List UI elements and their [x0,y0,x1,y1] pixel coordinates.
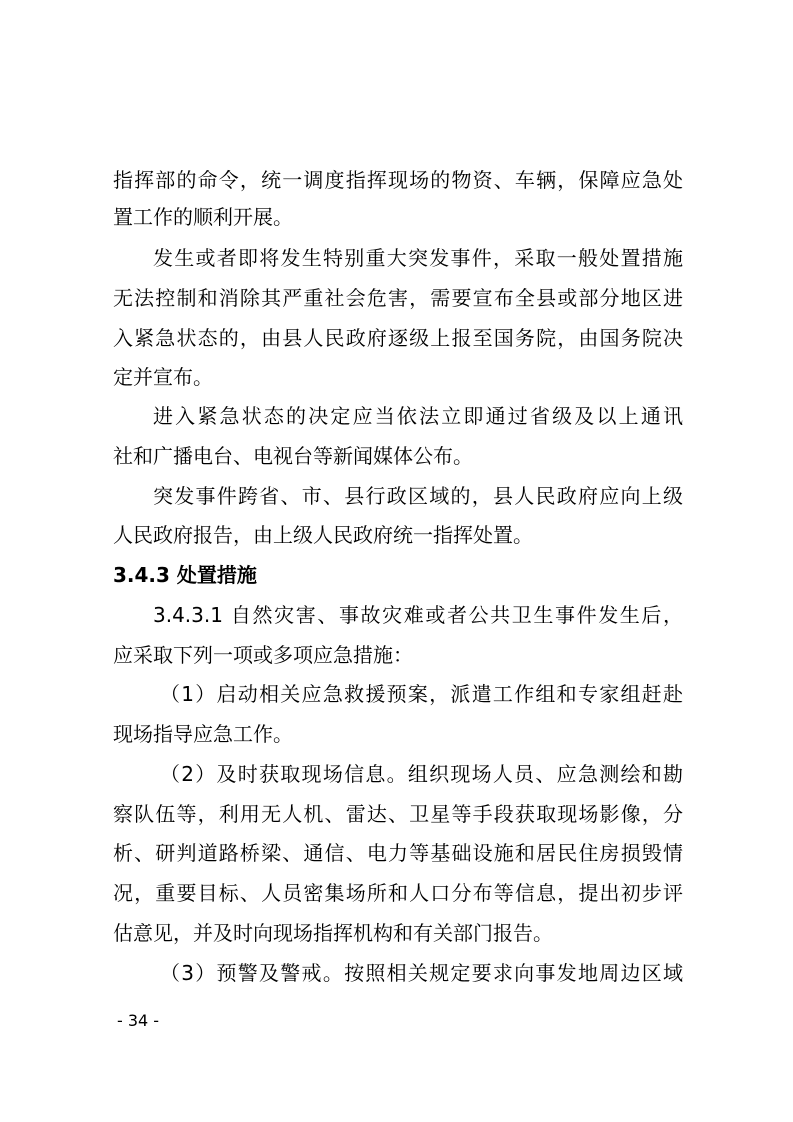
paragraph-7-line-2: 察队伍等，利用无人机、雷达、卫星等手段获取现场影像，分 [113,802,683,826]
paragraph-7-line-3: 析、研判道路桥梁、通信、电力等基础设施和居民住房损毁情 [113,841,683,865]
paragraph-6-line-1: （1）启动相关应急救援预案，派遣工作组和专家组赶赴 [160,682,683,706]
paragraph-6-line-2: 现场指导应急工作。 [113,722,293,746]
paragraph-4-line-2: 人民政府报告，由上级人民政府统一指挥处置。 [113,523,533,547]
paragraph-1-line-2: 置工作的顺利开展。 [113,205,293,229]
paragraph-7-line-5: 估意见，并及时向现场指挥机构和有关部门报告。 [113,921,553,945]
paragraph-7-line-4: 况，重要目标、人员密集场所和人口分布等信息，提出初步评 [113,881,683,905]
paragraph-2-line-1: 发生或者即将发生特别重大突发事件，采取一般处置措施 [153,246,683,270]
paragraph-7-line-1: （2）及时获取现场信息。组织现场人员、应急测绘和勘 [160,762,683,786]
paragraph-3-line-1: 进入紧急状态的决定应当依法立即通过省级及以上通讯 [153,404,683,428]
paragraph-5-line-1: 3.4.3.1 自然灾害、事故灾难或者公共卫生事件发生后， [153,603,683,627]
paragraph-1-line-1: 指挥部的命令，统一调度指挥现场的物资、车辆，保障应急处 [113,168,683,192]
paragraph-5-line-2: 应采取下列一项或多项应急措施： [113,643,413,667]
paragraph-2-line-4: 定并宣布。 [113,365,213,389]
paragraph-8-line-1: （3）预警及警戒。按照相关规定要求向事发地周边区域 [160,961,683,985]
paragraph-3-line-2: 社和广播电台、电视台等新闻媒体公布。 [113,444,473,468]
section-heading: 3.4.3 处置措施 [113,563,257,587]
page-number: - 34 - [117,1011,160,1030]
paragraph-4-line-1: 突发事件跨省、市、县行政区域的，县人民政府应向上级 [153,484,683,508]
paragraph-2-line-3: 入紧急状态的，由县人民政府逐级上报至国务院，由国务院决 [113,326,683,350]
paragraph-2-line-2: 无法控制和消除其严重社会危害，需要宣布全县或部分地区进 [113,286,683,310]
